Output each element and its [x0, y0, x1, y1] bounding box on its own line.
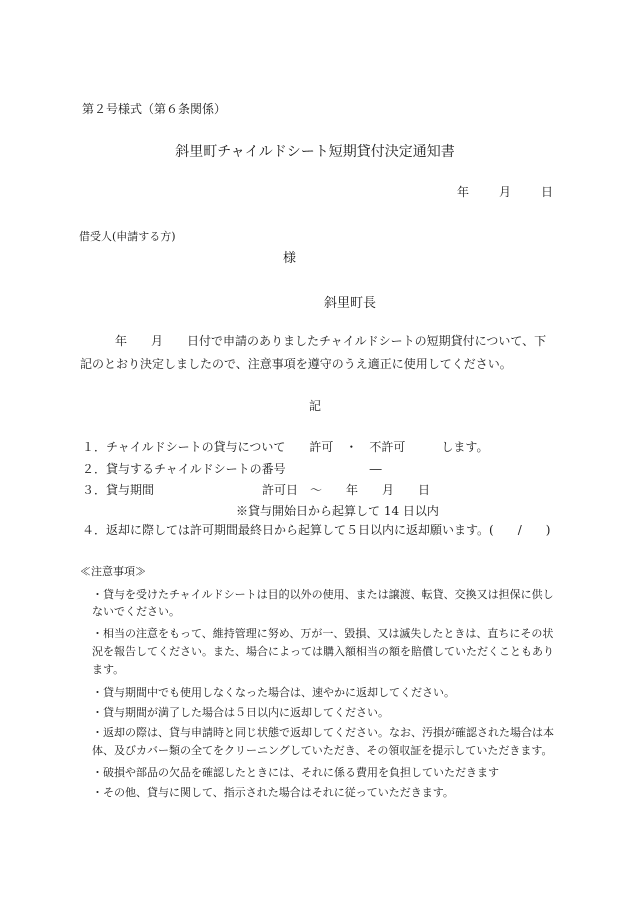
item-seat-number: ２．貸与するチャイルドシートの番号 ―: [82, 462, 382, 476]
note-line: ・貸与を受けたチャイルドシートは目的以外の使用、または譲渡、転貸、交換又は担保に供し: [92, 588, 554, 601]
borrower-label: 借受人(申請する方): [79, 230, 176, 243]
date-day: 日: [541, 185, 554, 199]
note-line: 況を報告してください。また、場合によっては購入額相当の額を賠償していただくこともあり: [92, 645, 554, 658]
note-line: 体、及びカバー類の全てをクリーニングしていただき、その領収証を提示していただきます。: [92, 744, 553, 757]
item-lending-decision: １．チャイルドシートの貸与について 許可 ・ 不許可 します。: [82, 440, 489, 454]
date-month: 月: [499, 185, 512, 199]
form-number: 第２号様式（第６条関係）: [82, 102, 227, 116]
note-line: ・貸与期間中でも使用しなくなった場合は、速やかに返却してください。: [92, 686, 455, 699]
honorific: 様: [283, 251, 297, 266]
date-line: [457, 183, 553, 200]
date-year: 年: [457, 185, 470, 199]
item-return: ４．返却に際しては許可期間最終日から起算して５日以内に返却願います。( / ): [82, 523, 551, 537]
issuer-name: 斜里町長: [324, 296, 377, 311]
note-line: ます。: [92, 663, 125, 676]
note-line: ・その他、貸与に関して、指示された場合はそれに従っていただきます。: [92, 786, 454, 799]
note-line: ・相当の注意をもって、維持管理に努め、万が一、毀損、又は滅失したときは、直ちにその状: [92, 627, 554, 640]
body-text-line-1: 年 月 日付で申請のありましたチャイルドシートの短期貸付について、下: [115, 334, 547, 348]
lending-period-note: ※貸与開始日から起算して 14 日以内: [236, 504, 439, 518]
ki-heading: 記: [308, 399, 321, 413]
item-lending-period: ３．貸与期間 許可日 ～ 年 月 日: [82, 483, 431, 497]
body-text-line-2: 記のとおり決定しましたので、注意事項を遵守のうえ適正に使用してください。: [80, 357, 512, 371]
document-title: 斜里町チャイルドシート短期貸付決定通知書: [175, 144, 455, 160]
note-line: ・貸与期間が満了した場合は５日以内に返却してください。: [92, 706, 389, 719]
notes-heading: ≪注意事項≫: [80, 565, 146, 578]
note-line: ・返却の際は、貸与申請時と同じ状態で返却してください。なお、汚損が確認された場合は本: [92, 726, 554, 739]
note-line: ないでください。: [92, 605, 180, 618]
note-line: ・破損や部品の欠品を確認したときには、それに係る費用を負担していただきます: [92, 766, 499, 779]
